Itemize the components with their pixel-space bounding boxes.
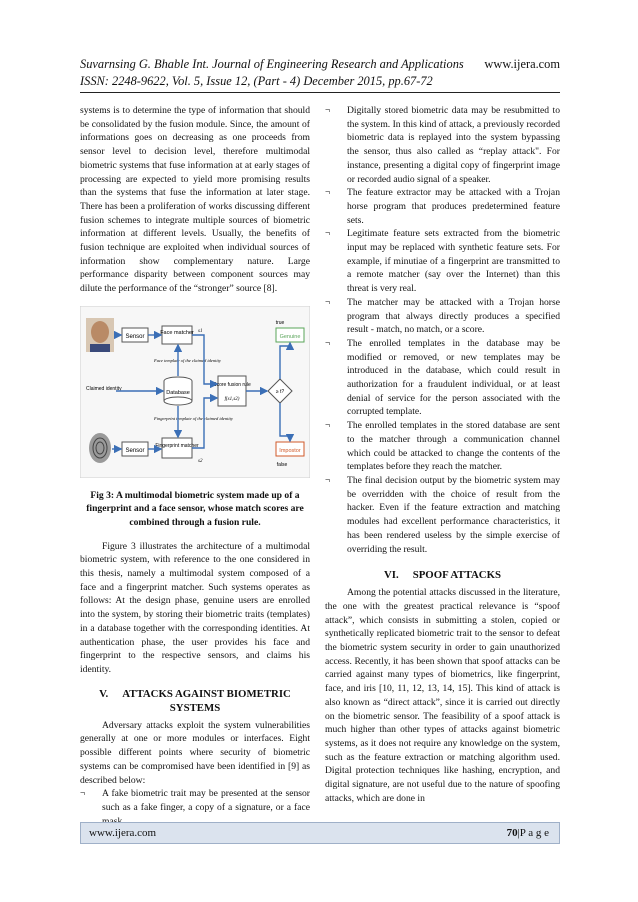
- page-number-value: 70: [506, 827, 518, 839]
- left-column: [80, 104, 310, 828]
- footer-site-link[interactable]: www.ijera.com: [89, 827, 157, 839]
- bullet-text: The final decision output by the biometric system may be overridden with the choice of result from the hacker. Even if the feature extraction and matching modules had excellent performance characteristics, it has been rendered useless by the simple exercise of overriding the result.: [347, 474, 560, 555]
- fp-sensor-label: Sensor: [125, 447, 145, 454]
- bullet-item: [325, 227, 560, 296]
- fp-template-label: Fingerprint template of the claimed identity: [154, 415, 233, 421]
- bullet-item: [325, 104, 560, 186]
- section-v-heading: [80, 687, 310, 715]
- fusion-function-label: f(s1,s2): [224, 396, 240, 402]
- page-word: |P a g e: [517, 827, 549, 839]
- impostor-label: Impostor: [279, 447, 301, 454]
- bullet-item: [325, 474, 560, 556]
- fp-matcher-label: Fingerprint matcher: [155, 442, 199, 449]
- header-site-link[interactable]: www.ijera.com: [484, 57, 560, 71]
- s1-label: s1: [198, 328, 203, 334]
- journal-line: Suvarnsing G. Bhable Int. Journal of Engineering Research and Applications: [80, 57, 464, 71]
- issn-line: ISSN: 2248-9622, Vol. 5, Issue 12, (Part - 4) December 2015, pp.67-72: [80, 74, 433, 88]
- paragraph-architecture: Figure 3 illustrates the architecture of a multimodal biometric system, with reference to the one considered in this thesis, namely a multimodal system composed of a face and a fingerprint matcher. Such systems operates as follows: At the design phase, genuine users are enrolled into the system, by storing their biometric traits (templates) in a database together with the corresponding identities. At authentication phase, the user provides his face and fingerprint to the respective sensors, and claims his identity.: [80, 540, 310, 675]
- page-footer: [80, 822, 560, 844]
- face-photo: [86, 318, 114, 352]
- section-v-number: V.: [99, 687, 109, 700]
- paragraph-fusion: systems is to determine the type of information that should be consolidated by the fusion module. Since, the amount of informations goes on decreasing as one proceeds from sensor level to decision level, therefore multimodal biometric systems that fuse information at at early stages of processing are expected to yield more promising results than the systems that fuse the information at later stage. There has been a proliferation of works discussing different fusion schemes to integrate multiple sources of biometric information at different levels. Usually, the benefits of fusion technique are exploited when individual sources of information show complementary nature. Large performance disparity between component sources may dilute the performance of the “stronger” source [8].: [80, 105, 310, 295]
- figure-caption: Fig 3: A multimodal biometric system made up of a fingerprint and a face sensor, whose match scores are combined through a fusion rule.: [86, 489, 304, 528]
- figure-3-diagram: [80, 306, 310, 478]
- face-matcher-label: Face matcher: [160, 329, 194, 336]
- database-label: Database: [166, 389, 190, 396]
- bullet-marker: ¬: [325, 187, 331, 199]
- bullet-marker: ¬: [325, 228, 331, 240]
- section-vi-title: SPOOF ATTACKS: [412, 569, 501, 582]
- bullet-text: The matcher may be attacked with a Trojan horse program that always directly produces a specified result - match, no match, or a score.: [347, 296, 560, 336]
- bullet-text: The enrolled templates in the stored database are sent to the matcher through a communication channel which could be attacked to change the contents of the templates before they reach the matcher.: [347, 420, 560, 473]
- threshold-label: ≥ t?: [275, 388, 285, 395]
- running-header: [80, 56, 560, 90]
- true-label: true: [275, 319, 285, 326]
- bullet-text: A fake biometric trait may be presented at the sensor such as a fake finger, a copy of a signature, or a face: [102, 788, 310, 813]
- page-number: [507, 823, 549, 843]
- claimed-identity-label: Claimed identity: [86, 385, 122, 392]
- bullet-text: The enrolled templates in the database may be modified or removed, or new templates may be introduced in the database, which could result in authorization for a fraudulent individual, or at least denial of service for the person associated with the corrupted template.: [347, 337, 560, 418]
- section-vi-heading: [325, 568, 560, 582]
- bullet-marker: ¬: [325, 105, 331, 116]
- s2-label: s2: [198, 458, 203, 464]
- bullet-text: The feature extractor may be attacked with a Trojan horse program that produces predetermined feature sets.: [347, 187, 560, 226]
- bullet-item: [325, 419, 560, 474]
- bullet-marker: ¬: [325, 296, 331, 308]
- paragraph-spoof: Among the potential attacks discussed in the literature, the one with the greatest practical relevance is “spoof attack”, which consists in submitting a stolen, copied or synthetically replicated biometric trait to the sensor to defeat the biometric system security in order to gain unauthorized access. Recently, it has been shown that spoof attacks can be carried against many types of biometrics, like fingerprint, face, and iris [10, 11, 12, 13, 14, 15]. This kind of attack is also known as “direct attack”, since it is carried out directly on the biometric sensor. The feasibility of a spoof attack is much higher than other types of attacks against biometric systems, as it does not require any knowledge on the system, such as the feature extraction or matching algorithm used. Digital protection techniques like hashing, encryption, and digital signature, are not useful due to the nature of spoofing attacks, which are done in: [325, 587, 560, 804]
- score-fusion-label: Score fusion rule: [213, 381, 251, 388]
- section-vi-number: VI.: [384, 569, 399, 582]
- bullet-text: Legitimate feature sets extracted from the biometric input may be replaced with synthetic feature sets. For example, if minutiae of a fingerprint are transmitted to a remote matcher (say over the Internet) than this threat is very real.: [347, 228, 560, 295]
- bullet-marker: ¬: [325, 337, 331, 349]
- false-label: false: [276, 461, 288, 468]
- right-column: [325, 104, 560, 805]
- paragraph-adversary: Adversary attacks exploit the system vulnerabilities generally at one or more modules or interfaces. Eight possible different points where security of biometric systems can be compromised have been identified in [9] as described below:: [80, 719, 310, 786]
- bullet-text: Digitally stored biometric data may be resubmitted to the system. In this kind of attack, a previously recorded biometric data is replayed into the system bypassing the sensor, thus also called as “replay attack". For instance, presenting a digital copy of fingerprint image or recorded audio signal of a speaker.: [347, 105, 560, 185]
- face-template-label: Face template of the claimed identity: [154, 357, 221, 363]
- bullet-item: [325, 337, 560, 419]
- genuine-label: Genuine: [279, 333, 301, 340]
- header-rule: [80, 92, 560, 93]
- bullet-item: [325, 186, 560, 227]
- bullet-marker: ¬: [325, 420, 331, 432]
- fingerprint-image: [89, 433, 111, 463]
- bullet-item: [325, 296, 560, 337]
- bullet-marker: ¬: [325, 474, 331, 486]
- bullet-marker: ¬: [80, 788, 86, 800]
- section-v-title: ATTACKS AGAINST BIOMETRIC SYSTEMS: [122, 687, 291, 714]
- face-sensor-label: Sensor: [125, 333, 145, 340]
